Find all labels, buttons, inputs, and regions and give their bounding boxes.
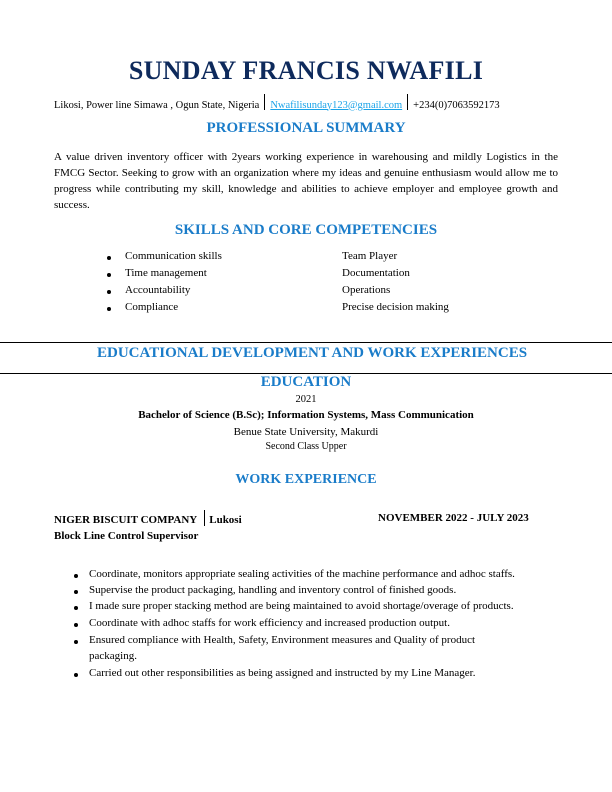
skill-item: Communication skills — [125, 250, 222, 262]
candidate-name: SUNDAY FRANCIS NWAFILI — [128, 56, 484, 85]
bullet-icon — [107, 307, 111, 311]
skill-item: Operations — [342, 284, 391, 296]
bullet-icon — [74, 623, 78, 627]
bullet-icon — [74, 590, 78, 594]
bullet-icon — [107, 256, 111, 260]
education-heading: EDUCATION — [260, 374, 352, 390]
divider — [407, 94, 408, 110]
address: Likosi, Power line Simawa , Ogun State, Nigeria — [54, 99, 260, 111]
work-bullet: Ensured compliance with Health, Safety, Environment measures and Quality of product — [89, 634, 476, 646]
bullet-icon — [107, 290, 111, 294]
work-dates: NOVEMBER 2022 - JULY 2023 — [378, 512, 529, 524]
company-name: NIGER BISCUIT COMPANY — [54, 514, 198, 526]
work-bullet: Coordinate, monitors appropriate sealing activities of the machine performance and adhoc staffs. — [89, 568, 515, 580]
education-degree: Bachelor of Science (B.Sc); Information Systems, Mass Communication — [138, 409, 474, 421]
summary-heading: PROFESSIONAL SUMMARY — [206, 120, 406, 136]
skill-item: Team Player — [342, 250, 398, 262]
bullet-icon — [74, 606, 78, 610]
bullet-icon — [74, 640, 78, 644]
section-heading: EDUCATIONAL DEVELOPMENT AND WORK EXPERIENCES — [97, 345, 528, 361]
work-bullet: I made sure proper stacking method are being maintained to avoid shortage/overage of products. — [89, 600, 514, 612]
work-bullet: Coordinate with adhoc staffs for work efficiency and increased production output. — [89, 617, 450, 629]
work-bullet: Supervise the product packaging, handling and inventory control of finished goods. — [89, 584, 457, 596]
email-link[interactable]: Nwafilisunday123@gmail.com — [270, 99, 403, 111]
skill-item: Documentation — [342, 267, 410, 279]
skills-heading: SKILLS AND CORE COMPETENCIES — [174, 222, 438, 238]
work-heading: WORK EXPERIENCE — [235, 472, 377, 487]
divider — [204, 510, 205, 526]
skill-item: Accountability — [125, 284, 191, 296]
education-grade: Second Class Upper — [265, 441, 347, 452]
phone: +234(0)7063592173 — [413, 99, 500, 111]
education-school: Benue State University, Makurdi — [233, 426, 379, 438]
work-bullet-continuation: packaging. — [89, 650, 137, 662]
job-title: Block Line Control Supervisor — [54, 530, 199, 542]
skill-item: Compliance — [125, 301, 179, 313]
skill-item: Time management — [125, 267, 207, 279]
bullet-icon — [74, 574, 78, 578]
contact-line — [54, 97, 500, 113]
bullet-icon — [107, 273, 111, 277]
skill-item: Precise decision making — [342, 301, 449, 313]
work-bullet: Carried out other responsibilities as being assigned and instructed by my Line Manager. — [89, 667, 476, 679]
divider — [264, 94, 265, 110]
company-location: Lukosi — [209, 514, 242, 526]
work-company-line — [54, 512, 242, 528]
education-year: 2021 — [295, 394, 317, 405]
summary-text: A value driven inventory officer with 2years working experience in warehousing and mildly Logistics in the FMCG Sector. Seeking to grow with an organization where my ideas and genuine enthusiasm would allow me to progress while contributing my skill, knowledge and abilities to achieve employer and employee growth and success. — [54, 151, 558, 211]
bullet-icon — [74, 673, 78, 677]
